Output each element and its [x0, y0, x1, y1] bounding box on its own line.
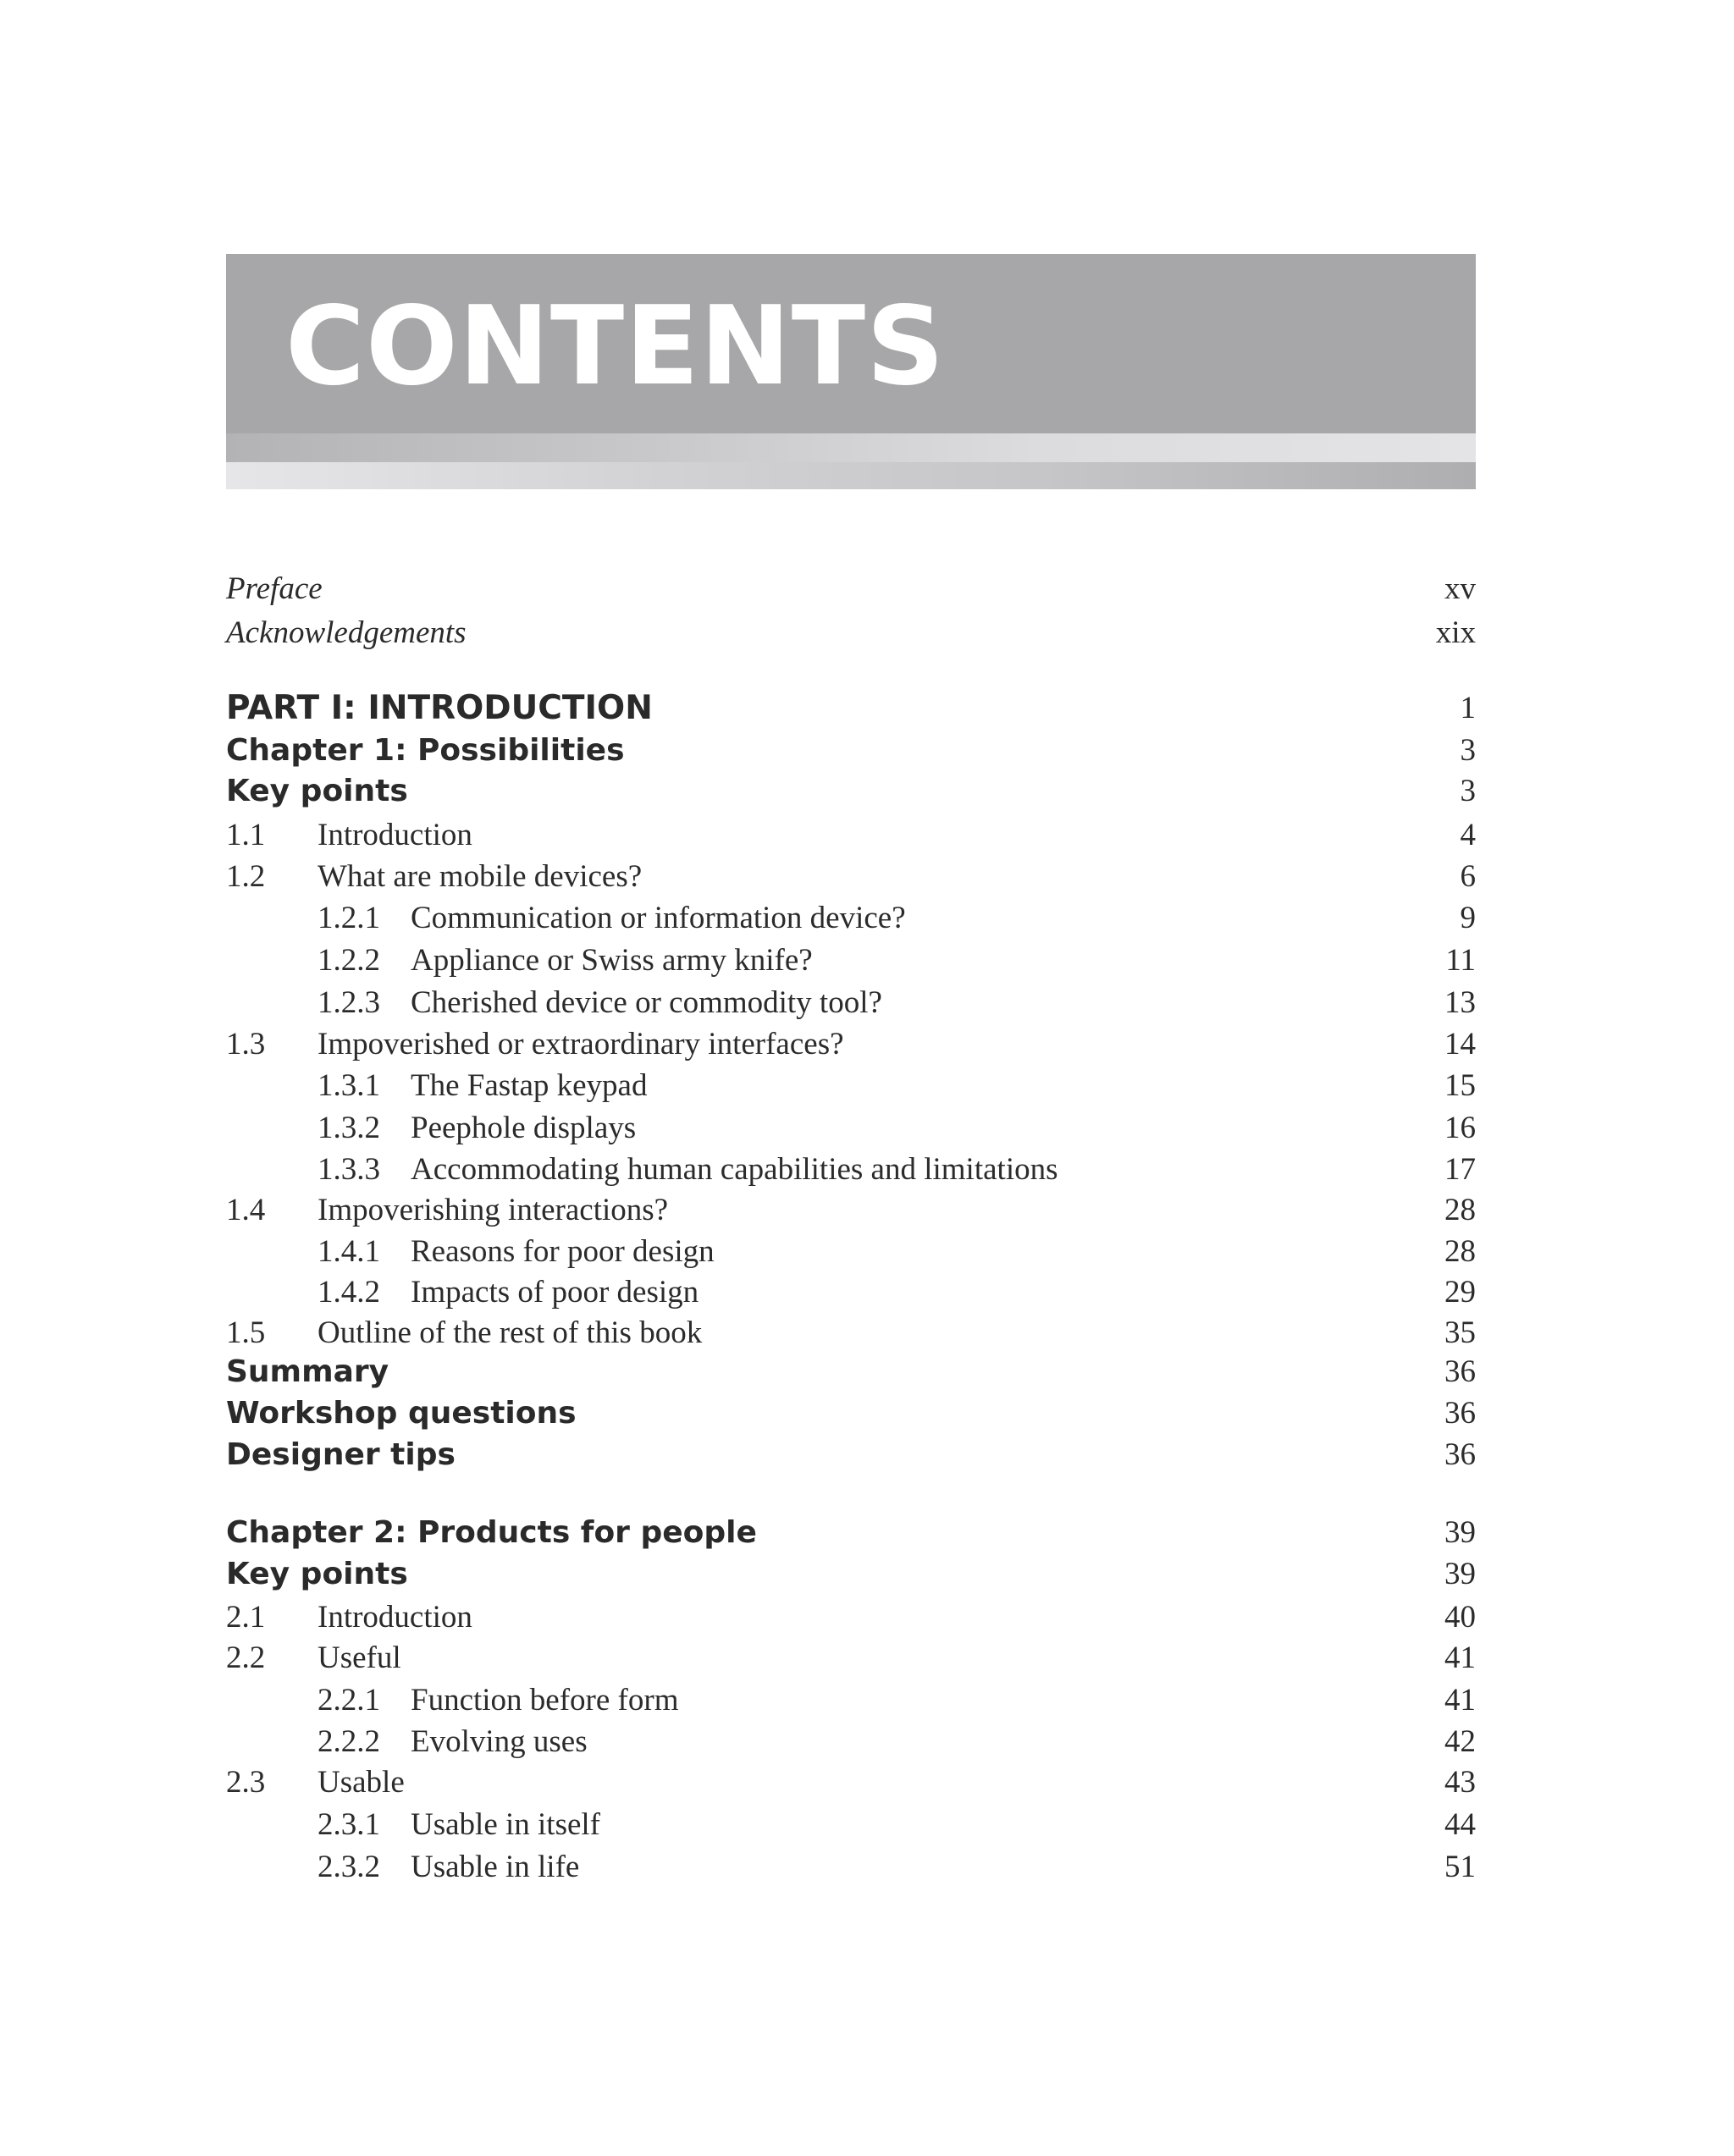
- toc-entry-title: Workshop questions: [226, 1396, 577, 1431]
- toc-part-title: PART I: INTRODUCTION: [226, 689, 653, 727]
- toc-entry-page: 40: [1444, 1600, 1476, 1635]
- toc-section-title: Introduction: [318, 818, 472, 852]
- toc-section-title: Useful: [318, 1640, 401, 1675]
- toc-entry-page: 15: [1444, 1068, 1476, 1103]
- toc-section-title: Impacts of poor design: [411, 1275, 699, 1310]
- toc-chapter-1[interactable]: [226, 730, 1476, 772]
- toc-entry-page: 1: [1460, 691, 1476, 725]
- toc-subsection[interactable]: [226, 897, 1476, 940]
- banner-gradient-strip-lower: [226, 462, 1476, 489]
- toc-section-title: Communication or information device?: [411, 901, 906, 935]
- toc-section-title: Usable in itself: [411, 1807, 601, 1842]
- toc-section-title: Appliance or Swiss army knife?: [411, 943, 813, 978]
- toc-subsection[interactable]: [226, 1065, 1476, 1107]
- toc-section-number: 1.4: [226, 1193, 266, 1227]
- toc-subsection[interactable]: [226, 1679, 1476, 1722]
- toc-entry-page: 51: [1444, 1850, 1476, 1884]
- toc-section[interactable]: [226, 1637, 1476, 1679]
- toc-subsection[interactable]: [226, 1271, 1476, 1314]
- toc-entry-page: 17: [1444, 1152, 1476, 1187]
- toc-section-number: 1.3.2: [318, 1111, 380, 1145]
- toc-chapter-2-key-points[interactable]: [226, 1553, 1476, 1596]
- toc-entry-title: Designer tips: [226, 1437, 456, 1472]
- toc-entry-page: 3: [1460, 733, 1476, 768]
- toc-subsection[interactable]: [226, 1846, 1476, 1889]
- toc-section-number: 1.2.1: [318, 901, 380, 935]
- contents-banner: [226, 254, 1476, 489]
- toc-entry-page: 4: [1460, 818, 1476, 852]
- toc-section[interactable]: [226, 1023, 1476, 1066]
- toc-entry-title: Acknowledgements: [226, 615, 467, 650]
- toc-entry-page: 29: [1444, 1275, 1476, 1310]
- toc-entry-page: 6: [1460, 859, 1476, 894]
- toc-chapter-1-designer-tips[interactable]: [226, 1434, 1476, 1476]
- toc-entry-title: Summary: [226, 1354, 389, 1389]
- toc-section-number: 1.3.3: [318, 1152, 380, 1187]
- toc-entry-page: 43: [1444, 1765, 1476, 1800]
- toc-section-title: Cherished device or commodity tool?: [411, 985, 882, 1020]
- toc-chapter-1-key-points[interactable]: [226, 770, 1476, 813]
- toc-chapter-title: Chapter 1: Possibilities: [226, 733, 625, 768]
- toc-entry-page: 11: [1445, 943, 1476, 978]
- toc-section-number: 1.3: [226, 1027, 266, 1061]
- contents-page: [226, 254, 1476, 1884]
- toc-entry-preface[interactable]: [226, 568, 1476, 610]
- toc-entry-page: 41: [1444, 1640, 1476, 1675]
- toc-section-title: Introduction: [318, 1600, 472, 1635]
- toc-entry-page: 13: [1444, 985, 1476, 1020]
- toc-section-number: 1.4.2: [318, 1275, 380, 1310]
- page-title: CONTENTS: [285, 284, 946, 410]
- toc-section-number: 2.1: [226, 1600, 266, 1635]
- toc-section-number: 2.2.2: [318, 1724, 380, 1759]
- toc-subsection[interactable]: [226, 982, 1476, 1024]
- toc-subsection[interactable]: [226, 1804, 1476, 1846]
- toc-section-number: 2.3.2: [318, 1850, 380, 1884]
- toc-section[interactable]: [226, 856, 1476, 898]
- toc-entry-page: 28: [1444, 1193, 1476, 1227]
- toc-section-title: Evolving uses: [411, 1724, 588, 1759]
- toc-section-title: Function before form: [411, 1683, 679, 1718]
- toc-section-number: 1.2.2: [318, 943, 380, 978]
- toc-entry-page: 41: [1444, 1683, 1476, 1718]
- toc-section-title: Accommodating human capabilities and limitations: [411, 1152, 1058, 1187]
- toc-section-number: 1.2: [226, 859, 266, 894]
- toc-entry-title: Key points: [226, 1557, 408, 1591]
- toc-section-number: 1.2.3: [318, 985, 380, 1020]
- toc-subsection[interactable]: [226, 1721, 1476, 1763]
- toc-section-title: Usable: [318, 1765, 405, 1800]
- toc-section-title: Reasons for poor design: [411, 1234, 715, 1269]
- toc-section-number: 1.5: [226, 1315, 266, 1350]
- toc-section-number: 1.4.1: [318, 1234, 380, 1269]
- toc-entry-page: 35: [1444, 1315, 1476, 1350]
- toc-section-title: Peephole displays: [411, 1111, 637, 1145]
- toc-entry-page: 14: [1444, 1027, 1476, 1061]
- toc-chapter-title: Chapter 2: Products for people: [226, 1515, 757, 1550]
- toc-section-title: What are mobile devices?: [318, 859, 643, 894]
- toc-section[interactable]: [226, 1189, 1476, 1232]
- toc-section-title: Impoverished or extraordinary interfaces?: [318, 1027, 844, 1061]
- toc-entry-page: 3: [1460, 774, 1476, 808]
- toc-chapter-1-workshop-questions[interactable]: [226, 1392, 1476, 1435]
- toc-entry-page: 42: [1444, 1724, 1476, 1759]
- toc-section-number: 1.3.1: [318, 1068, 380, 1103]
- toc-section-number: 2.2: [226, 1640, 266, 1675]
- toc-section[interactable]: [226, 814, 1476, 857]
- toc-entry-title: Preface: [226, 571, 323, 606]
- toc-section[interactable]: [226, 1596, 1476, 1639]
- banner-gradient-strip: [226, 433, 1476, 462]
- toc-section-number: 2.2.1: [318, 1683, 380, 1718]
- toc-subsection[interactable]: [226, 1107, 1476, 1150]
- toc-chapter-1-summary[interactable]: [226, 1351, 1476, 1393]
- toc-entry-page: 39: [1444, 1515, 1476, 1550]
- toc-section-title: The Fastap keypad: [411, 1068, 648, 1103]
- toc-subsection[interactable]: [226, 1231, 1476, 1273]
- toc-section-title: Usable in life: [411, 1850, 580, 1884]
- toc-entry-page: 28: [1444, 1234, 1476, 1269]
- toc-section-number: 1.1: [226, 818, 266, 852]
- toc-chapter-2[interactable]: [226, 1512, 1476, 1554]
- toc-part-1[interactable]: [226, 687, 1476, 730]
- toc-entry-page: 9: [1460, 901, 1476, 935]
- toc-entry-page: 16: [1444, 1111, 1476, 1145]
- toc-subsection[interactable]: [226, 1149, 1476, 1191]
- toc-section-number: 2.3.1: [318, 1807, 380, 1842]
- toc-entry-page: 44: [1444, 1807, 1476, 1842]
- toc-section[interactable]: [226, 1762, 1476, 1804]
- toc-entry-page: 36: [1444, 1396, 1476, 1431]
- toc-section-title: Outline of the rest of this book: [318, 1315, 703, 1350]
- toc-entry-page: 39: [1444, 1557, 1476, 1591]
- toc-section-title: Impoverishing interactions?: [318, 1193, 669, 1227]
- toc-section[interactable]: [226, 1312, 1476, 1354]
- toc-entry-page: 36: [1444, 1437, 1476, 1472]
- toc-section-number: 2.3: [226, 1765, 266, 1800]
- toc-entry-page: xv: [1444, 571, 1476, 606]
- toc-entry-page: xix: [1435, 615, 1476, 650]
- toc-subsection[interactable]: [226, 940, 1476, 982]
- toc-entry-acknowledgements[interactable]: [226, 612, 1476, 654]
- toc-entry-page: 36: [1444, 1354, 1476, 1389]
- toc-entry-title: Key points: [226, 774, 408, 808]
